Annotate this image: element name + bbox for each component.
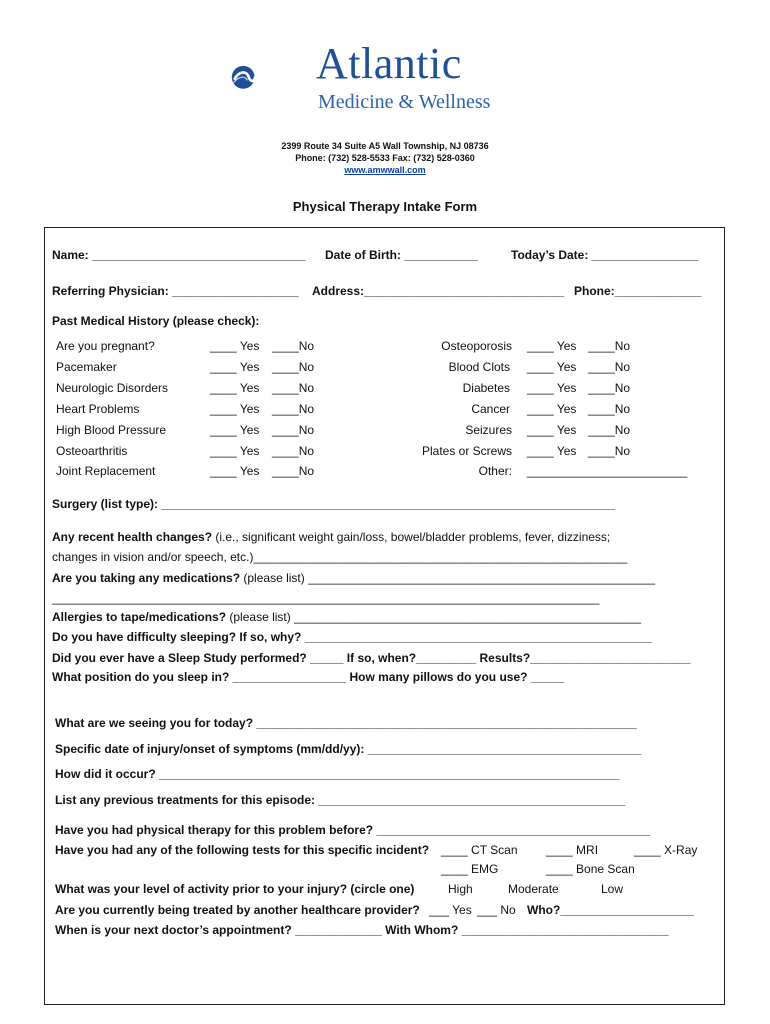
- history-no[interactable]: ____No: [272, 444, 315, 458]
- history-label: Are you pregnant?: [56, 339, 155, 353]
- surgery-field[interactable]: Surgery (list type): ____________________________________________________________________: [52, 497, 616, 511]
- history-no[interactable]: ____No: [272, 360, 315, 374]
- history-no[interactable]: ____No: [588, 423, 631, 437]
- history-yes[interactable]: ____ Yes: [527, 444, 577, 458]
- history-no[interactable]: ____No: [272, 423, 315, 437]
- history-yes[interactable]: ____ Yes: [210, 402, 260, 416]
- pt-before-field[interactable]: Have you had physical therapy for this problem before? _________________________________________: [55, 823, 651, 837]
- test-bone-scan[interactable]: ____ Bone Scan: [546, 862, 635, 876]
- next-appointment-field[interactable]: When is your next doctor’s appointment? _____________ With Whom? _______________________________: [55, 923, 669, 937]
- history-label: Seizures: [465, 423, 512, 437]
- clinic-website: [0, 165, 770, 175]
- history-label: Pacemaker: [56, 360, 117, 374]
- sleep-study-field[interactable]: Did you ever have a Sleep Study performed? _____ If so, when?_________ Results?________________________: [52, 651, 691, 665]
- history-no[interactable]: ____No: [588, 381, 631, 395]
- history-yes[interactable]: ____ Yes: [210, 444, 260, 458]
- history-yes[interactable]: ____ Yes: [210, 381, 260, 395]
- todays-date-field[interactable]: Today’s Date: ________________: [511, 248, 699, 262]
- provider-yes[interactable]: ___ Yes: [429, 903, 472, 917]
- history-yes[interactable]: ____ Yes: [210, 464, 260, 478]
- sleep-position-field[interactable]: What position do you sleep in? _________________ How many pillows do you use? _____: [52, 670, 565, 684]
- history-yes[interactable]: ____ Yes: [210, 339, 260, 353]
- history-no[interactable]: ____No: [588, 444, 631, 458]
- history-other-field[interactable]: ________________________: [527, 464, 688, 478]
- address-field[interactable]: Address:______________________________: [312, 284, 565, 298]
- history-label: Osteoarthritis: [56, 444, 128, 458]
- history-no[interactable]: ____No: [272, 339, 315, 353]
- website-link[interactable]: www.amwwall.com: [344, 165, 426, 175]
- test-xray[interactable]: ____ X-Ray: [634, 843, 698, 857]
- seeing-today-field[interactable]: What are we seeing you for today? _________________________________________________________: [55, 716, 637, 730]
- provider-who-field[interactable]: Who?____________________: [527, 903, 694, 917]
- activity-moderate[interactable]: Moderate: [508, 882, 559, 896]
- medications-field[interactable]: Are you taking any medications? (please list) ____________________________________________________: [52, 571, 656, 585]
- how-occur-field[interactable]: How did it occur? _____________________________________________________________________: [55, 767, 620, 781]
- history-no[interactable]: ____No: [272, 381, 315, 395]
- test-ct-scan[interactable]: ____ CT Scan: [441, 843, 518, 857]
- history-label: Osteoporosis: [441, 339, 512, 353]
- phone-field[interactable]: Phone:_____________: [574, 284, 702, 298]
- history-no[interactable]: ____No: [588, 360, 631, 374]
- name-field[interactable]: Name: ________________________________: [52, 248, 306, 262]
- form-title: Physical Therapy Intake Form: [292, 199, 478, 214]
- test-mri[interactable]: ____ MRI: [546, 843, 599, 857]
- atlantic-logo-icon: [230, 36, 320, 118]
- history-heading: Past Medical History (please check):: [52, 314, 260, 328]
- history-yes[interactable]: ____ Yes: [527, 339, 577, 353]
- history-yes[interactable]: ____ Yes: [527, 402, 577, 416]
- history-label: Blood Clots: [448, 360, 510, 374]
- history-label: Heart Problems: [56, 402, 140, 416]
- previous-treatments-field[interactable]: List any previous treatments for this episode: ______________________________________________: [55, 793, 626, 807]
- dob-field[interactable]: Date of Birth: ___________: [325, 248, 478, 262]
- provider-question: Are you currently being treated by another healthcare provider?: [55, 903, 420, 917]
- brand-subtitle: Medicine & Wellness: [318, 91, 491, 113]
- activity-question: What was your level of activity prior to your injury? (circle one): [55, 882, 415, 896]
- tests-question: Have you had any of the following tests for this specific incident?: [55, 843, 430, 857]
- history-yes[interactable]: ____ Yes: [527, 423, 577, 437]
- history-label: High Blood Pressure: [56, 423, 167, 437]
- health-changes-field[interactable]: changes in vision and/or speech, etc.)________________________________________________________: [52, 550, 628, 564]
- history-no[interactable]: ____No: [588, 402, 631, 416]
- history-no[interactable]: ____No: [588, 339, 631, 353]
- test-emg[interactable]: ____ EMG: [441, 862, 499, 876]
- activity-high[interactable]: High: [448, 882, 473, 896]
- referring-physician-field[interactable]: Referring Physician: ___________________: [52, 284, 299, 298]
- history-yes[interactable]: ____ Yes: [210, 423, 260, 437]
- history-yes[interactable]: ____ Yes: [527, 381, 577, 395]
- medications-line2[interactable]: __________________________________________________________________________________: [52, 591, 600, 605]
- history-label: Cancer: [471, 402, 510, 416]
- sleeping-field[interactable]: Do you have difficulty sleeping? If so, why? ____________________________________________________: [52, 630, 652, 644]
- history-label: Joint Replacement: [56, 464, 156, 478]
- activity-low[interactable]: Low: [601, 882, 624, 896]
- history-yes[interactable]: ____ Yes: [210, 360, 260, 374]
- history-yes[interactable]: ____ Yes: [527, 360, 577, 374]
- history-label: Neurologic Disorders: [56, 381, 169, 395]
- history-other-label: Other:: [478, 464, 512, 478]
- clinic-phone-fax: Phone: (732) 528-5533 Fax: (732) 528-0360: [295, 153, 475, 163]
- brand-name: Atlantic: [316, 39, 462, 88]
- health-changes-line1: Any recent health changes? (i.e., significant weight gain/loss, bowel/bladder problems, fever, dizziness;: [52, 530, 611, 544]
- history-label: Diabetes: [462, 381, 510, 395]
- allergies-field[interactable]: Allergies to tape/medications? (please list) ____________________________________________________: [52, 610, 642, 624]
- injury-date-field[interactable]: Specific date of injury/onset of symptoms (mm/dd/yy): _________________________________________: [55, 742, 642, 756]
- provider-no[interactable]: ___ No: [477, 903, 516, 917]
- history-label: Plates or Screws: [421, 444, 512, 458]
- history-no[interactable]: ____No: [272, 464, 315, 478]
- history-no[interactable]: ____No: [272, 402, 315, 416]
- clinic-address: 2399 Route 34 Suite A5 Wall Township, NJ 08736: [281, 141, 489, 151]
